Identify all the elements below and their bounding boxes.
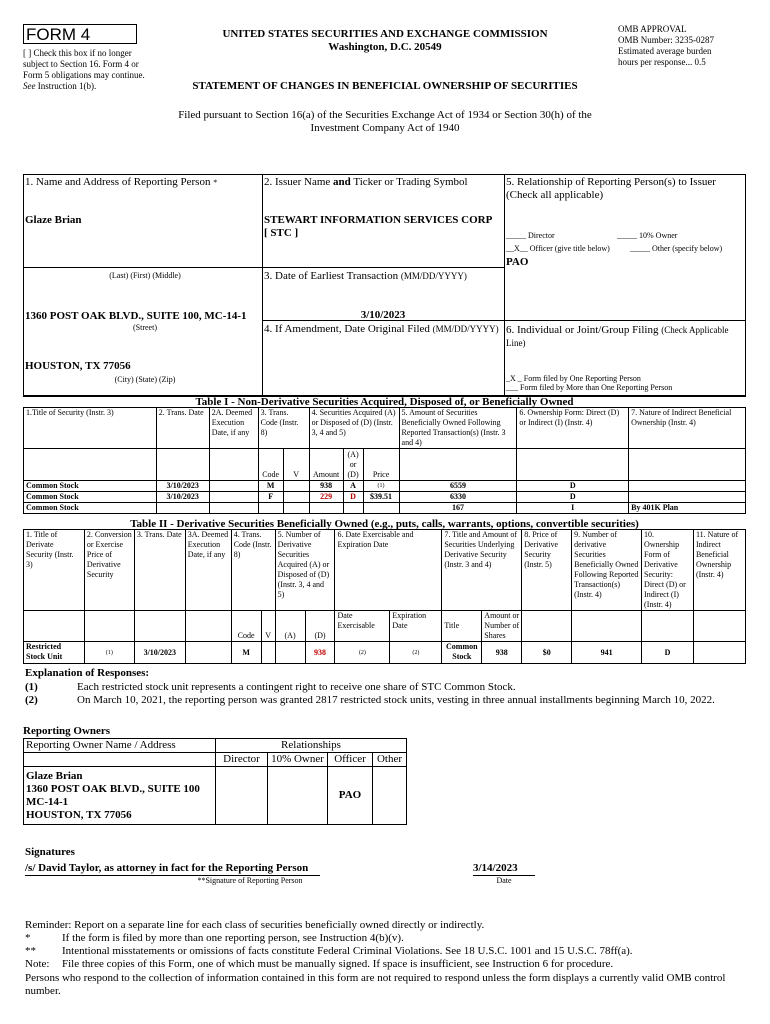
reminder-persons: Persons who respond to the collection of information contained in this form are not required to respond unless the form displays a currently valid OMB control number. — [25, 972, 726, 997]
footnote-number: (2) — [25, 694, 38, 706]
table1: 1.Title of Security (Instr. 3) 2. Trans. Date 2A. Deemed Execution Date, if any 3. Trans. Code (Instr. 8) 4. Securities Acquired (A) or Disposed of (D) (Instr. 3, 4 and 5) 5. Amount of Securities Beneficially Owned Following Reported Transaction(s) (Instr. 3 and 4) 6. Ownership Form: Direct (D) or Indirect (I) (Instr. 4) 7. Nature of Indirect Beneficial Ownership (Instr. 4) Code V Amount (A) or (D) Price Common Stock 3/10/2023 M 938 A (1) 6559 D Common Stock 3/10/2023 F 229 D $39.51 6330 D Common Stock 167 I By 401K Plan — [23, 407, 746, 514]
table1-row: Common Stock 3/10/2023 M 938 A (1) 6559 D — [24, 481, 746, 492]
table1-title: Table I - Non-Derivative Securities Acquired, Disposed of, or Beneficially Owned — [195, 396, 574, 408]
top-boxes-frame — [23, 174, 746, 396]
form-title-box — [23, 24, 137, 44]
city-caption: (City) (State) (Zip) — [114, 375, 176, 384]
footnote-text: Each restricted stock unit represents a contingent right to receive one share of STC Common Stock. — [77, 681, 516, 693]
signer-name: /s/ David Taylor, as attorney in fact for the Reporting Person — [25, 862, 309, 874]
footnote-number: (1) — [25, 681, 38, 693]
ten-pct-option: _____ 10% Owner — [617, 231, 678, 240]
reminder-star-mark: * — [25, 932, 31, 944]
date-caption: Date — [496, 876, 512, 885]
table2-title: Table II - Derivative Securities Beneficially Owned (e.g., puts, calls, warrants, options, convertible securities) — [130, 518, 639, 530]
reminder-star2-mark: ** — [25, 945, 36, 957]
name-caption: (Last) (First) (Middle) — [109, 271, 181, 280]
street-caption: (Street) — [133, 323, 157, 332]
box3-label: 3. Date of Earliest Transaction (MM/DD/YYYY) — [264, 270, 467, 282]
signature-date: 3/14/2023 — [473, 862, 518, 874]
filing-option-one: _X _ Form filed by One Reporting Person — [506, 374, 641, 383]
issuer-name: STEWART INFORMATION SERVICES CORP [ STC ] — [264, 214, 493, 239]
officer-title: PAO — [506, 256, 529, 268]
signatures-heading: Signatures — [25, 846, 75, 858]
owners-table: Reporting Owner Name / Address Relationships Director 10% Owner Officer Other Glaze Brian 1360 POST OAK BLVD., SUITE 100 MC-14-1 HOUSTON, TX 77056 PAO — [23, 738, 407, 825]
footnote-text: On March 10, 2021, the reporting person was granted 2817 restricted stock units, vesting in three annual installments beginning March 10, 2022. — [77, 694, 715, 706]
table2-row: Restricted Stock Unit (1) 3/10/2023 M 938 (2) (2) Common Stock 938 $0 941 D — [24, 642, 746, 664]
table2: 1. Title of Derivate Security (Instr. 3) 2. Conversion or Exercise Price of Derivative Security 3. Trans. Date 3A. Deemed Execution Date, if any 4. Trans. Code (Instr. 8) 5. Number of Derivative Securities Acquired (A) or Disposed of (D) (Instr. 3, 4 and 5) 6. Date Exercisable and Expiration Date 7. Title and Amount of Securities Underlying Derivative Security (Instr. 3 and 4) 8. Price of Derivative Security (Instr. 5) 9. Number of derivative Securities Beneficially Owned Following Reported Transaction(s) (Instr. 4) 10. Ownership Form of Derivative Security: Direct (D) or Indirect (I) (Instr. 4) 11. Nature of Indirect Beneficial Ownership (Instr. 4) Code V (A) (D) Date Exercisable Expiration Date Title Amount or Number of Shares Restricted Stock Unit (1) 3/10/2023 M 938 (2) (2) Common Stock 938 $0 941 D — [23, 529, 746, 664]
reminder-star-text: If the form is filed by more than one reporting person, see Instruction 4(b)(v). — [62, 932, 404, 944]
director-option: _____ Director — [506, 231, 555, 240]
owners-heading: Reporting Owners — [23, 725, 111, 737]
filing-option-more: ___ Form filed by More than One Reporting Person — [506, 383, 673, 392]
statement-title: STATEMENT OF CHANGES IN BENEFICIAL OWNERSHIP OF SECURITIES — [192, 80, 578, 92]
omb-approval: OMB APPROVAL OMB Number: 3235-0287 Estimated average burden hours per response... 0.5 — [618, 24, 714, 67]
explanation-heading: Explanation of Responses: — [25, 667, 150, 679]
agency-title: UNITED STATES SECURITIES AND EXCHANGE COMMISSION Washington, D.C. 20549 — [222, 28, 548, 53]
box5-label: 5. Relationship of Reporting Person(s) to Issuer (Check all applicable) — [506, 176, 716, 201]
box6-label: 6. Individual or Joint/Group Filing (Check Applicable Line) — [506, 324, 729, 348]
signature-caption: **Signature of Reporting Person — [197, 876, 303, 885]
reminder-note-mark: Note: — [25, 958, 50, 970]
table1-row: Common Stock 167 I By 401K Plan — [24, 503, 746, 514]
reminder-line: Reminder: Report on a separate line for each class of securities beneficially owned directly or indirectly. — [25, 919, 485, 931]
form-title: FORM 4 — [26, 25, 91, 44]
other-option: _____ Other (specify below) — [630, 244, 723, 253]
officer-option: __X__ Officer (give title below) — [506, 244, 610, 253]
reporting-person-name: Glaze Brian — [25, 214, 82, 226]
box1-label: 1. Name and Address of Reporting Person * — [25, 176, 218, 188]
box2-label: 2. Issuer Name and Ticker or Trading Symbol — [264, 176, 468, 188]
reminder-star2-text: Intentional misstatements or omissions of facts constitute Federal Criminal Violations. See 18 U.S.C. 1001 and 15 U.S.C. 78ff(a). — [62, 945, 633, 957]
checkbox-note: [ ] Check this box if no longer subject to Section 16. Form 4 or Form 5 obligations may continue. See Instruction 1(b). — [23, 48, 145, 91]
table1-row: Common Stock 3/10/2023 F 229 D $39.51 6330 D — [24, 492, 746, 503]
reporting-person-street: 1360 POST OAK BLVD., SUITE 100, MC-14-1 — [25, 310, 247, 322]
filed-pursuant: Filed pursuant to Section 16(a) of the Securities Exchange Act of 1934 or Section 30(h) of the Investment Company Act of 1940 — [178, 109, 592, 134]
reminder-note-text: File three copies of this Form, one of which must be manually signed. If space is insufficient, see Instruction 6 for procedure. — [62, 958, 614, 970]
earliest-transaction-date: 3/10/2023 — [360, 309, 406, 321]
reporting-person-city: HOUSTON, TX 77056 — [25, 360, 131, 372]
box4-label: 4. If Amendment, Date Original Filed (MM/DD/YYYY) — [264, 323, 499, 335]
